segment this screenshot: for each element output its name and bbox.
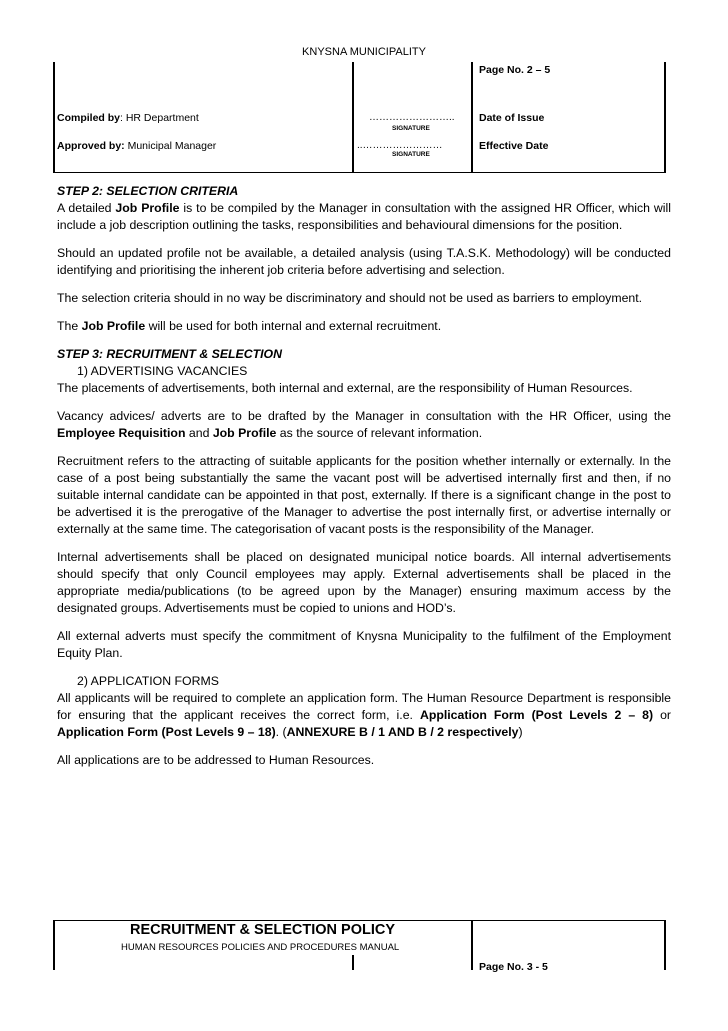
effective-date-label: Effective Date bbox=[479, 140, 549, 152]
document-body bbox=[57, 183, 671, 780]
compiled-by-value: : HR Department bbox=[120, 112, 199, 124]
paragraph-applications-address: All applications are to be addressed to Human Resources. bbox=[57, 753, 375, 767]
signature-caption-1: SIGNATURE bbox=[392, 125, 430, 132]
organization-name: KNYSNA MUNICIPALITY bbox=[302, 46, 426, 58]
paragraph-selection-criteria: The selection criteria should in no way be discriminatory and should not be used as barriers to employment. bbox=[57, 291, 643, 305]
header-bottom-rule bbox=[53, 172, 666, 173]
paragraph-job-profile-usage: The Job Profile will be used for both internal and external recruitment. bbox=[57, 319, 442, 333]
paragraph-placements: The placements of advertisements, both internal and external, are the responsibility of Human Resources. bbox=[57, 381, 633, 395]
header-page-number: Page No. 2 – 5 bbox=[479, 64, 551, 76]
footer-page-number: Page No. 3 - 5 bbox=[479, 961, 548, 973]
step2-heading: STEP 2: SELECTION CRITERIA bbox=[57, 184, 239, 198]
header-border-left bbox=[53, 62, 55, 172]
paragraph-recruitment: Recruitment refers to the attracting of suitable applicants for the position whether internally or externally. In the case of a post being substantially the same the vacant post will be advertised internally first and then, if no suitable internal candidate can be appointed in that post, externally. If there is a significant change in the post to be advertised it is the prerogative of the Manager to advertise the post internally first, or advertise internally or externally at the same time. The categorisation of vacant posts is the responsibility of the Manager. bbox=[57, 454, 671, 536]
paragraph-job-profile: A detailed Job Profile is to be compiled by the Manager in consultation with the assigned HR Officer, which will include a job description outlining the tasks, responsibilities and behavioural dimensions for the position. bbox=[57, 201, 672, 232]
paragraph-application-forms: All applicants will be required to complete an application form. The Human Resource Department is responsible for ensuring that the applicant receives the correct form, i.e. Application Form (Post Levels 2 – 8) or Application Form (Post Levels 9 – 18). (ANNEXURE B / 1 AND B / 2 respectively) bbox=[57, 691, 671, 739]
signature-caption-2: SIGNATURE bbox=[392, 151, 430, 158]
approved-by bbox=[57, 140, 216, 152]
compiled-by bbox=[57, 112, 199, 124]
paragraph-external-adverts: All external adverts must specify the commitment of Knysna Municipality to the fulfilment of the Employment Equity Plan. bbox=[57, 629, 671, 660]
approved-by-label: Approved by: bbox=[57, 140, 125, 152]
footer-manual-name: HUMAN RESOURCES POLICIES AND PROCEDURES MANUAL bbox=[121, 942, 400, 953]
signature-line-1: …………………….. bbox=[369, 112, 455, 123]
paragraph-task-methodology: Should an updated profile not be available, a detailed analysis (using T.A.S.K. Methodology) will be conducted identifying and prioritising the inherent job criteria before advertising and selection. bbox=[57, 246, 671, 277]
header-border-right bbox=[664, 62, 666, 172]
subheading-application-forms: 2) APPLICATION FORMS bbox=[77, 674, 219, 688]
paragraph-vacancy-advices: Vacancy advices/ adverts are to be drafted by the Manager in consultation with the HR Officer, using the Employee Requisition and Job Profile as the source of relevant information. bbox=[57, 409, 671, 440]
footer-divider-right bbox=[471, 920, 473, 970]
footer-policy-title: RECRUITMENT & SELECTION POLICY bbox=[130, 922, 396, 938]
paragraph-internal-ads: Internal advertisements shall be placed on designated municipal notice boards. All internal advertisements should specify that only Council employees may apply. External advertisements shall be placed in the appropriate media/publications (to be agreed upon by the Manager) ensuring maximum access by the designated groups. Advertisements must be copied to unions and HOD’s. bbox=[57, 550, 671, 615]
compiled-by-label: Compiled by bbox=[57, 112, 121, 124]
footer-top-rule bbox=[53, 920, 666, 921]
step3-heading: STEP 3: RECRUITMENT & SELECTION bbox=[57, 347, 283, 361]
footer-border-left bbox=[53, 920, 55, 970]
subheading-advertising-vacancies: 1) ADVERTISING VACANCIES bbox=[77, 364, 248, 378]
header-divider-right bbox=[471, 62, 473, 172]
signature-line-2: ..…………………… bbox=[357, 140, 443, 151]
header-divider-middle bbox=[352, 62, 354, 172]
date-of-issue-label: Date of Issue bbox=[479, 112, 545, 124]
approved-by-value: Municipal Manager bbox=[124, 140, 217, 152]
footer-divider-middle bbox=[352, 955, 354, 970]
footer-border-right bbox=[664, 920, 666, 970]
